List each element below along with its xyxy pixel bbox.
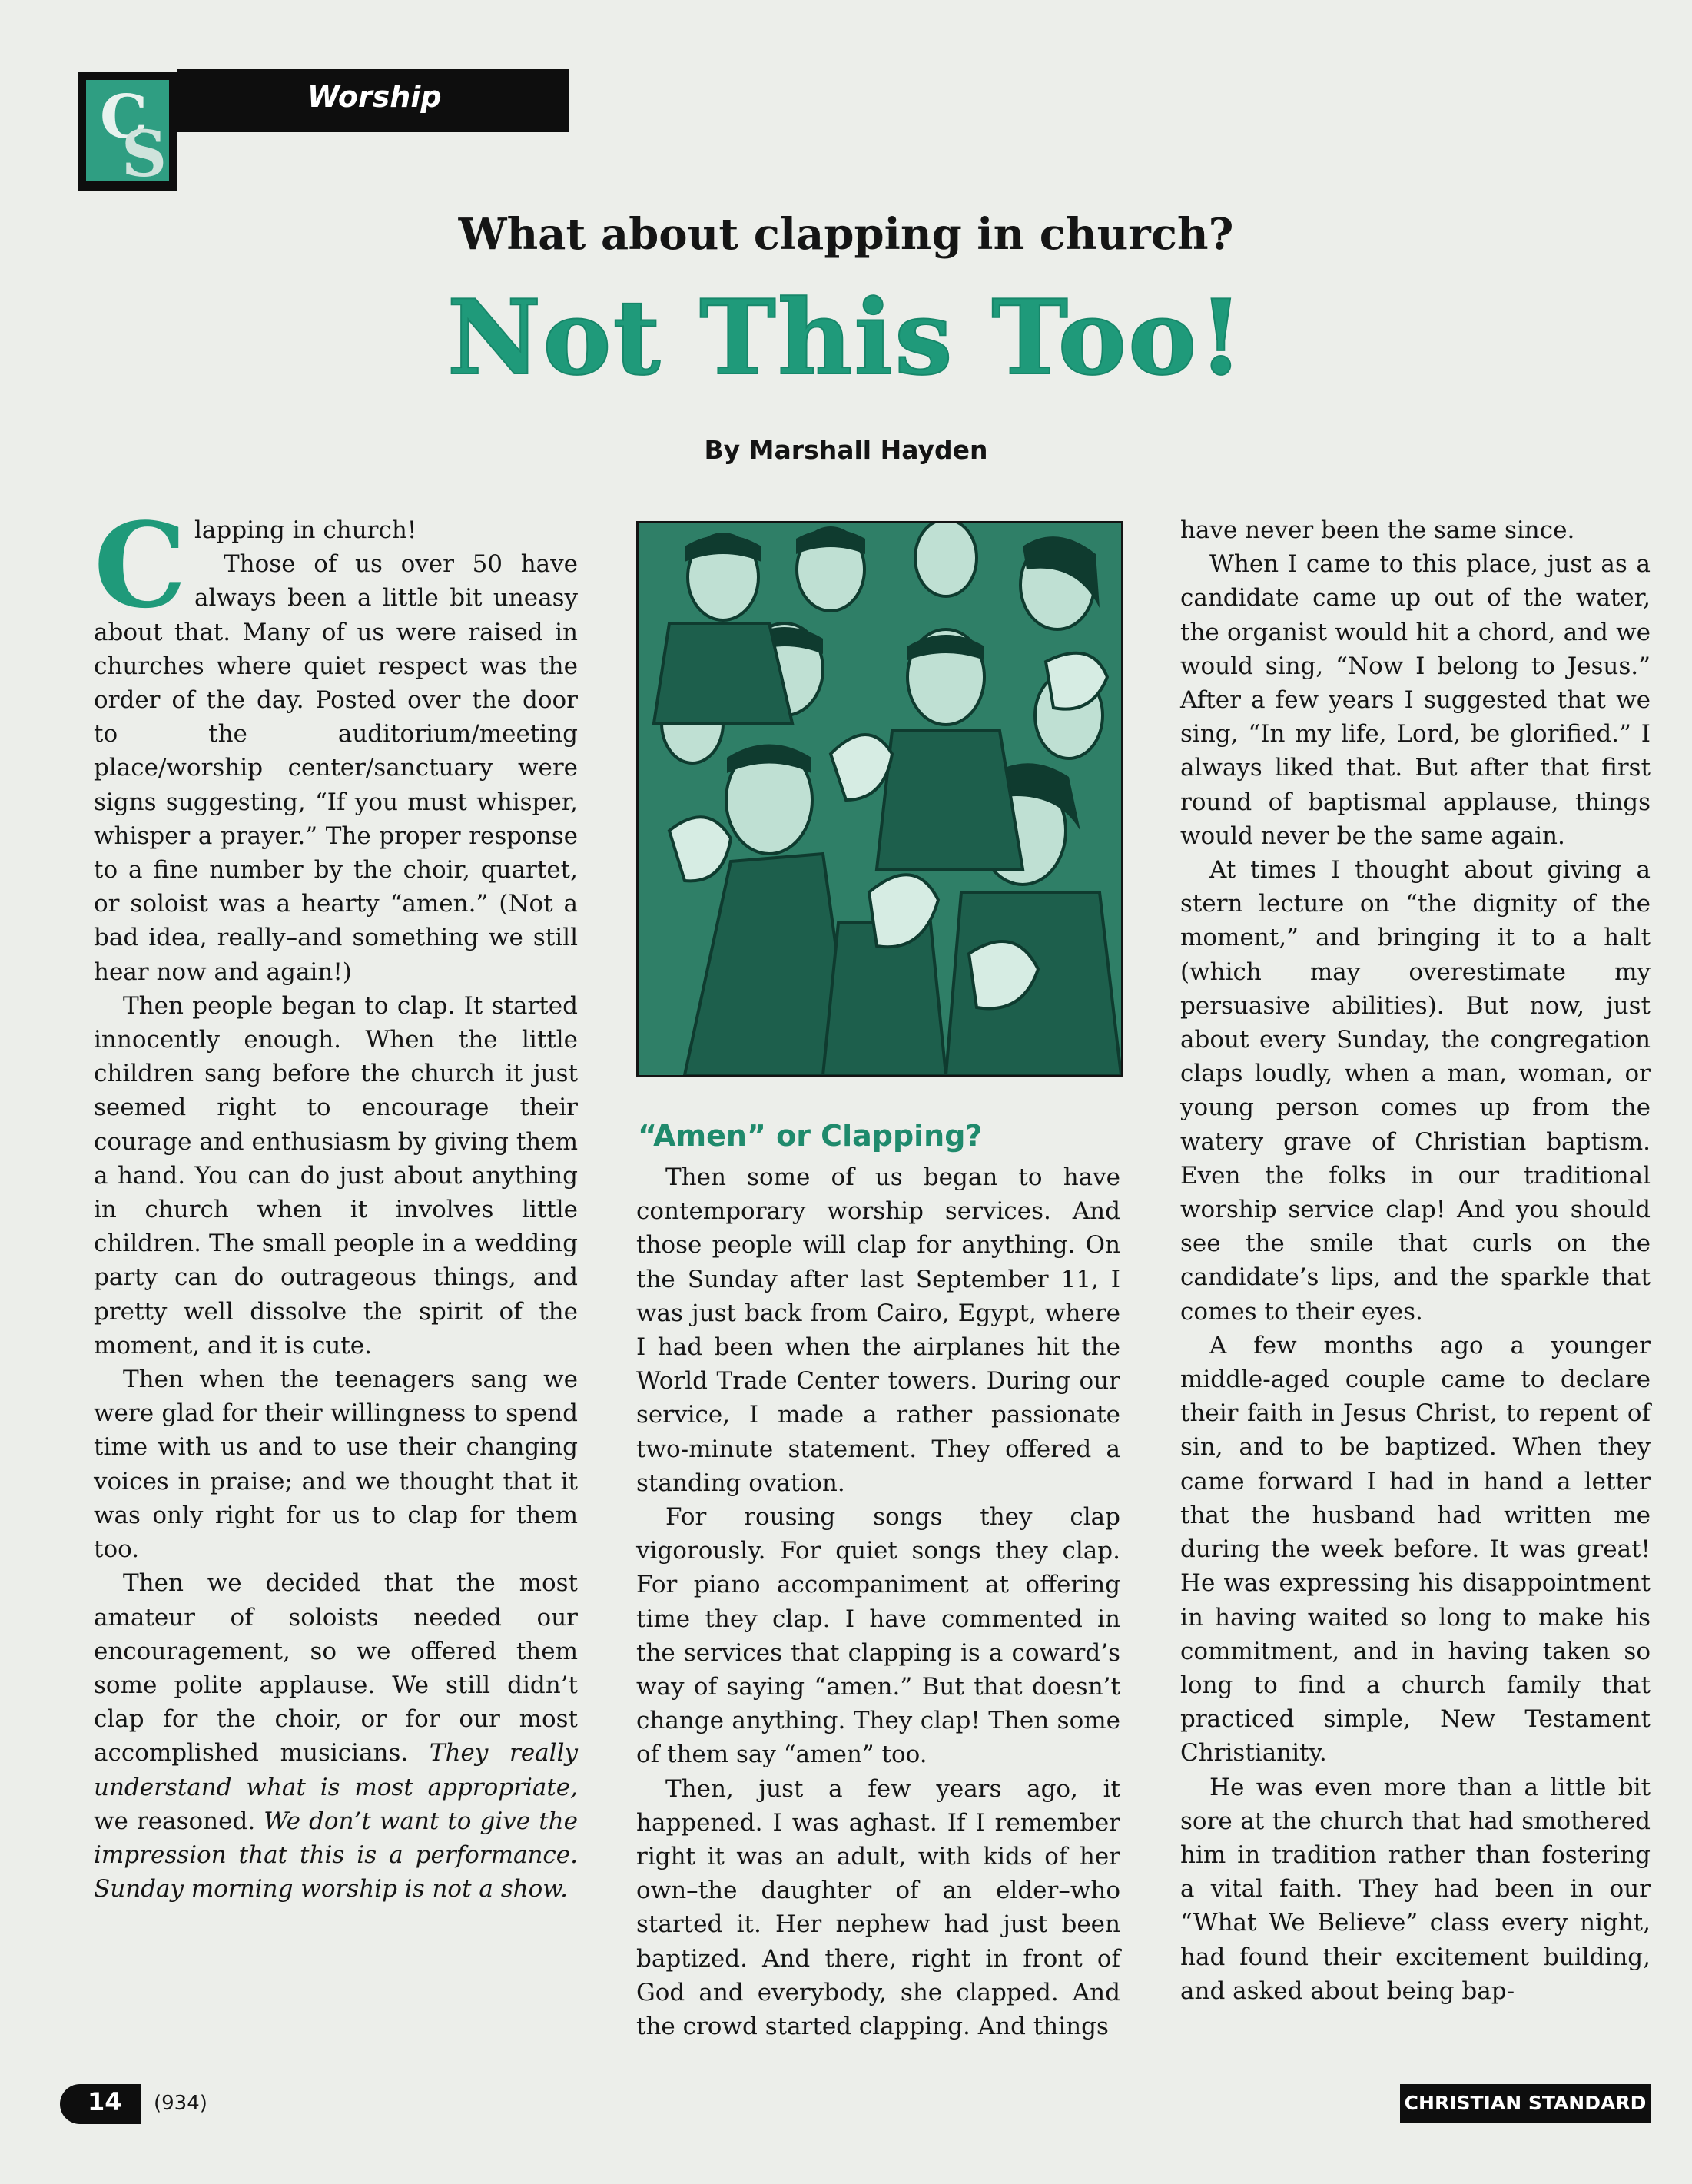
section-header-bar (177, 69, 569, 132)
article-headline: Not This Too! (446, 277, 1246, 398)
paragraph: He was even more than a little bit sore at the church that had smothered him in tradition rather than fostering a vital faith. They had been in our “What We Believe” class every night, had found their excitement building, and asked about being bap- (1180, 1773, 1651, 2005)
logo-letter-c: C (100, 82, 148, 152)
paragraph: At times I thought about giving a stern lecture on “the dignity of the moment,” and bringing it to a halt (which may overestimate my persuasive abilities). But now, just about every Sunday, the congregation claps loudly, when a man, woman, or young person comes up from the watery grave of Christian baptism. Even the folks in our traditional worship service clap! And you should see the smile that curls on the candidate’s lips, and the sparkle that comes to their eyes. (1180, 856, 1651, 1326)
logo-letter-s: S (121, 118, 168, 191)
italic-run: They really understand what is most appropriate, (94, 1739, 579, 1801)
text-run: we reasoned. (94, 1807, 264, 1835)
article-kicker: What about clapping in church? (458, 209, 1234, 260)
article-column-3 (1180, 513, 1651, 2008)
paragraph-continued: have never been the same since. (1180, 516, 1575, 544)
paragraph: Then, just a few years ago, it happened. I was aghast. If I remember right it was an adult, with kids of her own–the daughter of an elder–who started it. Her nephew had just been baptized. And there, right in front of God and everybody, she clapped. And the crowd started clapping. And things (636, 1774, 1120, 2041)
paragraph: When I came to this place, just as a candidate came up out of the water, the organist would hit a chord, and we would sing, “Now I belong to Jesus.” After a few years I suggested that we sing, “In my life, Lord, be glorified.” I always liked that. But after that first round of baptismal applause, things would never be the same again. (1180, 550, 1651, 850)
paragraph-opening (94, 496, 578, 634)
paragraph: Then some of us began to have contemporary worship services. And those people will clap for anything. On the Sunday after last September 11, I was just back from Cairo, Egypt, where I had been when the airplanes hit the World Trade Center towers. During our service, I made a rather passionate two-minute statement. They offered a standing ovation. (636, 1163, 1120, 1497)
opening-line: lapping in church! (194, 516, 417, 544)
section-subhead: “Amen” or Clapping? (638, 1119, 983, 1153)
text-run: Then we decided that the most amateur of soloists needed our encouragement, so we offered them some polite applause. We still didn’t clap for the choir, or for our most accomplished musicians. (94, 1569, 578, 1767)
magazine-name: CHRISTIAN STANDARD (1404, 2092, 1647, 2114)
article-column-1 (94, 496, 579, 1906)
logo-tile (86, 80, 169, 191)
paragraph: Then people began to clap. It started innocently enough. When the little children sang before the church it just seemed right to encourage their courage and enthusiasm by giving them a hand. You can do just about anything in church when it involves little children. The small people in a wedding party can do outrageous things, and pretty well dissolve the spirit of the moment, and it is cute. (94, 991, 578, 1359)
crowd-drawing (639, 523, 1121, 1075)
page-number-pill (60, 2084, 141, 2124)
italic-run: We don’t want to give the impression that this is a performance. Sunday morning worship is not a show. (94, 1807, 578, 1904)
paragraph: Those of us over 50 have always been a little bit uneasy about that. Many of us were raised in churches where quiet respect was the order of the day. Posted over the door to the auditorium/meeting place/worship center/sanctuary were signs suggesting, “If you must whisper, whisper a prayer.” The proper response to a fine number by the choir, quartet, or soloist was a hearty “amen.” (Not a bad idea, really–and something we still hear now and again!) (94, 550, 578, 986)
applauding-crowd-illustration (636, 521, 1123, 1077)
cs-logo (78, 72, 177, 191)
drop-cap: C (94, 496, 187, 634)
article-column-2 (636, 1160, 1120, 2043)
paragraph: For rousing songs they clap vigorously. For quiet songs they clap. For piano accompaniment at offering time they clap. I have commented in the services that clapping is a coward’s way of saying “amen.” But that doesn’t change anything. They clap! Then some of them say “amen” too. (636, 1503, 1120, 1769)
section-label: Worship (307, 80, 442, 114)
page-number: 14 (88, 2087, 122, 2116)
magazine-name-bar (1400, 2084, 1651, 2123)
paragraph (94, 1566, 578, 1906)
issue-page-number: (934) (154, 2092, 207, 2115)
article-byline: By Marshall Hayden (704, 435, 988, 465)
paragraph: Then when the teenagers sang we were glad for their willingness to spend time with us and to use their changing voices in praise; and we thought that it was only right for us to clap for them too. (94, 1366, 578, 1564)
paragraph: A few months ago a younger middle-aged couple came to declare their faith in Jesus Christ, to repent of sin, and to be baptized. When they came forward I had in hand a letter that the husband had written me during the week before. It was great! He was expressing his disappointment in having waited so long to make his commitment, and in having taken so long to find a church family that practiced simple, New Testament Christianity. (1180, 1331, 1651, 1767)
